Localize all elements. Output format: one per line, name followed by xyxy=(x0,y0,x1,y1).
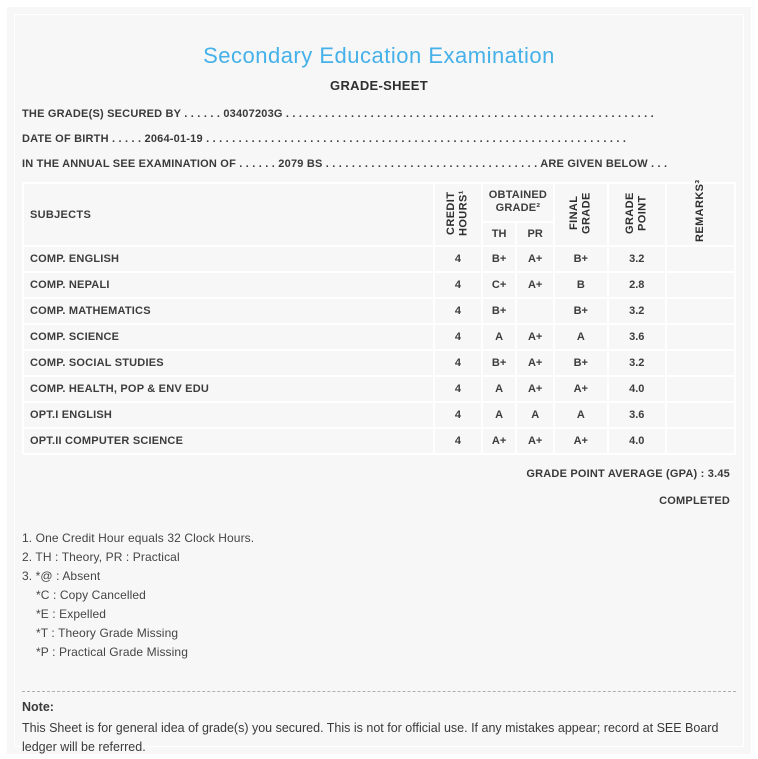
theory-grade-cell: B+ xyxy=(483,351,516,375)
summary-block xyxy=(22,468,736,508)
col-header-remarks: REMARKS³ xyxy=(667,184,734,245)
grade-point-cell: 3.2 xyxy=(609,299,665,323)
subject-cell: COMP. NEPALI xyxy=(24,273,433,297)
note-divider xyxy=(22,691,736,692)
grade-point-cell: 3.6 xyxy=(609,403,665,427)
credit-hours-cell: 4 xyxy=(435,351,481,375)
theory-grade-cell: B+ xyxy=(483,247,516,271)
note-text: This Sheet is for general idea of grade(s) you secured. This is not for official use. If any mistakes appear; record at SEE Board ledger will be referred. xyxy=(22,721,719,754)
final-grade-cell: A xyxy=(555,403,607,427)
remarks-cell xyxy=(667,273,734,297)
footnote-item: *C : Copy Cancelled xyxy=(36,588,146,602)
table-row xyxy=(24,377,734,401)
subject-cell: COMP. MATHEMATICS xyxy=(24,299,433,323)
final-grade-cell: B xyxy=(555,273,607,297)
final-grade-cell: B+ xyxy=(555,351,607,375)
final-grade-cell: B+ xyxy=(555,299,607,323)
credit-hours-cell: 4 xyxy=(435,299,481,323)
footnote-item: 1. One Credit Hour equals 32 Clock Hours. xyxy=(22,531,255,545)
col-header-practical: PR xyxy=(517,223,553,245)
subject-cell: COMP. HEALTH, POP & ENV EDU xyxy=(24,377,433,401)
table-row xyxy=(24,247,734,271)
theory-grade-cell: A xyxy=(483,377,516,401)
table-row xyxy=(24,429,734,453)
final-grade-cell: A+ xyxy=(555,377,607,401)
credit-hours-cell: 4 xyxy=(435,325,481,349)
grade-point-cell: 3.6 xyxy=(609,325,665,349)
grade-sheet-subtitle: GRADE-SHEET xyxy=(330,78,428,93)
col-header-grade-point: GRADE POINT xyxy=(609,184,665,245)
credit-hours-cell: 4 xyxy=(435,247,481,271)
practical-grade-cell xyxy=(517,299,553,323)
theory-grade-cell: B+ xyxy=(483,299,516,323)
note-label: Note: xyxy=(22,700,54,714)
grade-point-cell: 3.2 xyxy=(609,351,665,375)
subject-cell: OPT.I ENGLISH xyxy=(24,403,433,427)
remarks-cell xyxy=(667,351,734,375)
remarks-cell xyxy=(667,403,734,427)
table-row xyxy=(24,273,734,297)
remarks-cell xyxy=(667,325,734,349)
practical-grade-cell: A+ xyxy=(517,247,553,271)
remarks-cell xyxy=(667,247,734,271)
col-header-obtained-grade: OBTAINED GRADE² xyxy=(483,184,553,221)
grade-point-cell: 4.0 xyxy=(609,377,665,401)
col-header-final-grade: FINAL GRADE xyxy=(555,184,607,245)
footnote-item: 3. *@ : Absent xyxy=(22,569,101,583)
subject-cell: OPT.II COMPUTER SCIENCE xyxy=(24,429,433,453)
credit-hours-cell: 4 xyxy=(435,273,481,297)
table-row xyxy=(24,325,734,349)
grade-sheet-panel xyxy=(7,7,751,754)
theory-grade-cell: C+ xyxy=(483,273,516,297)
footnotes xyxy=(22,529,736,662)
credit-hours-cell: 4 xyxy=(435,429,481,453)
credit-hours-cell: 4 xyxy=(435,377,481,401)
final-grade-cell: A xyxy=(555,325,607,349)
grade-point-cell: 3.2 xyxy=(609,247,665,271)
remarks-cell xyxy=(667,429,734,453)
grade-point-cell: 2.8 xyxy=(609,273,665,297)
practical-grade-cell: A xyxy=(517,403,553,427)
page-title: Secondary Education Examination xyxy=(203,43,555,68)
info-line: THE GRADE(S) SECURED BY . . . . . . 03407203G . . . . . . . . . . . . . . . . . . . . . . . . . . . . . . . . . . . . . . . . . . . . . . . . . . . . . . . . . xyxy=(22,108,654,120)
candidate-info xyxy=(22,102,736,177)
gpa-text: GRADE POINT AVERAGE (GPA) : 3.45 xyxy=(526,468,730,480)
theory-grade-cell: A+ xyxy=(483,429,516,453)
theory-grade-cell: A xyxy=(483,403,516,427)
theory-grade-cell: A xyxy=(483,325,516,349)
col-header-credit-hours: CREDIT HOURS¹ xyxy=(435,184,481,245)
grade-point-cell: 4.0 xyxy=(609,429,665,453)
footnote-item: *T : Theory Grade Missing xyxy=(36,626,179,640)
col-header-subjects: SUBJECTS xyxy=(24,184,433,245)
practical-grade-cell: A+ xyxy=(517,273,553,297)
practical-grade-cell: A+ xyxy=(517,325,553,349)
footnote-item: *E : Expelled xyxy=(36,607,107,621)
practical-grade-cell: A+ xyxy=(517,429,553,453)
grade-sheet-content xyxy=(7,43,751,757)
practical-grade-cell: A+ xyxy=(517,377,553,401)
credit-hours-cell: 4 xyxy=(435,403,481,427)
info-line: DATE OF BIRTH . . . . . 2064-01-19 . . . . . . . . . . . . . . . . . . . . . . . . . . . . . . . . . . . . . . . . . . . . . . . . . . . . . . . . . . . . . . . . . xyxy=(22,133,627,145)
remarks-cell xyxy=(667,299,734,323)
status-text: COMPLETED xyxy=(659,495,730,507)
table-row xyxy=(24,299,734,323)
info-line: IN THE ANNUAL SEE EXAMINATION OF . . . . . . 2079 BS . . . . . . . . . . . . . . . . . . . . . . . . . . . . . . . . . ARE GIVEN BELOW . . . xyxy=(22,158,668,170)
practical-grade-cell: A+ xyxy=(517,351,553,375)
subject-cell: COMP. SOCIAL STUDIES xyxy=(24,351,433,375)
col-header-theory: TH xyxy=(483,223,516,245)
table-row xyxy=(24,403,734,427)
subject-cell: COMP. SCIENCE xyxy=(24,325,433,349)
grades-table xyxy=(22,179,736,455)
footnote-item: 2. TH : Theory, PR : Practical xyxy=(22,550,180,564)
footnote-item: *P : Practical Grade Missing xyxy=(36,645,188,659)
table-row xyxy=(24,351,734,375)
final-grade-cell: B+ xyxy=(555,247,607,271)
grades-table-body xyxy=(24,247,734,453)
remarks-cell xyxy=(667,377,734,401)
subject-cell: COMP. ENGLISH xyxy=(24,247,433,271)
final-grade-cell: A+ xyxy=(555,429,607,453)
